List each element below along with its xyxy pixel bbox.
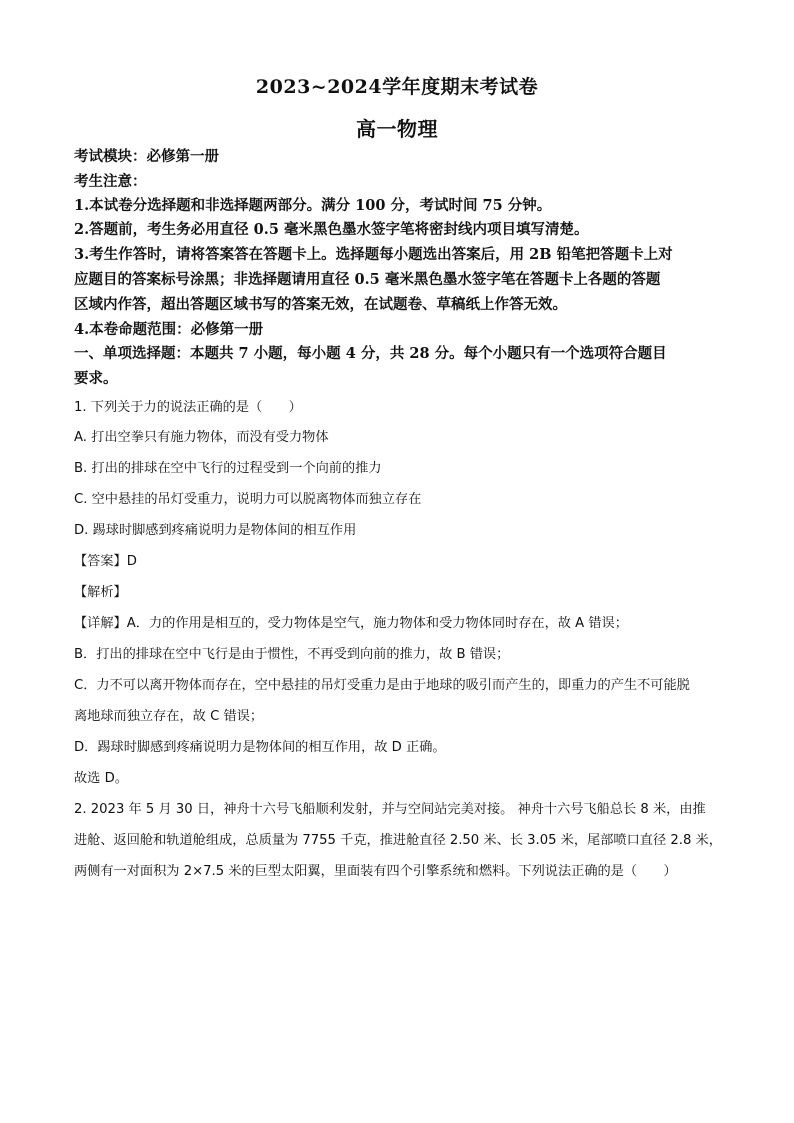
q2-line-3: 两侧有一对面积为 2×7.5 米的巨型太阳翼，里面装有四个引擎系统和燃料。下列说法正确的是（ ） [74,864,677,879]
exam-subject: 高一物理 [356,117,438,141]
q1-answer: 【答案】D [74,554,137,569]
exam-title: 2023~2024学年度期末考试卷 [255,76,539,98]
q1-explanation-a: 【详解】A．力的作用是相互的，受力物体是空气，施力物体和受力物体同时存在，故 A 错误； [74,616,628,631]
section-heading-cont: 要求。 [74,370,118,387]
notice-item-1: 1.本试卷分选择题和非选择题两部分。满分 100 分，考试时间 75 分钟。 [74,197,552,214]
exam-module: 考试模块：必修第一册 [74,148,219,165]
q2-line-2: 进舱、返回舱和轨道舱组成，总质量为 7755 千克，推进舱直径 2.50 米、长 3.05 米，尾部喷口直径 2.8 米， [74,833,722,848]
q1-option-a: A. 打出空拳只有施力物体，而没有受力物体 [74,430,329,445]
q1-analysis-tag: 【解析】 [74,585,127,600]
q1-explanation-c: C．力不可以离开物体而存在，空中悬挂的吊灯受重力是由于地球的吸引而产生的，即重力的产生不可能脱 [74,678,690,693]
q1-option-c: C. 空中悬挂的吊灯受重力，说明力可以脱离物体而独立存在 [74,492,422,507]
notice-item-2: 2.答题前，考生务必用直径 0.5 毫米黑色墨水签字笔将密封线内项目填写清楚。 [74,221,589,238]
notice-heading: 考生注意： [74,173,147,190]
q1-option-b: B. 打出的排球在空中飞行的过程受到一个向前的推力 [74,461,382,476]
q1-explanation-d: D．踢球时脚感到疼痛说明力是物体间的相互作用，故 D 正确。 [74,740,446,755]
q2-line-1: 2. 2023 年 5 月 30 日，神舟十六号飞船顺利发射，并与空间站完美对接。 神舟十六号飞船总长 8 米，由推 [74,802,706,817]
notice-item-3: 3.考生作答时，请将答案答在答题卡上。选择题每小题选出答案后，用 2B 铅笔把答题卡上对 [74,246,673,263]
section-heading: 一、单项选择题：本题共 7 小题，每小题 4 分，共 28 分。每个小题只有一个选项符合题目 [74,345,667,362]
q1-stem: 1. 下列关于力的说法正确的是（ ） [74,400,302,415]
notice-item-3-cont2: 区域内作答，超出答题区域书写的答案无效，在试题卷、草稿纸上作答无效。 [74,296,567,313]
q1-explanation-c-cont: 离地球而独立存在，故 C 错误； [74,709,264,724]
q1-option-d: D. 踢球时脚感到疼痛说明力是物体间的相互作用 [74,523,357,538]
q1-conclusion: 故选 D。 [74,771,128,786]
notice-item-3-cont: 应题目的答案标号涂黑；非选择题请用直径 0.5 毫米黑色墨水签字笔在答题卡上各题的答题 [74,271,661,288]
notice-item-4: 4.本卷命题范围：必修第一册 [74,321,264,338]
q1-explanation-b: B．打出的排球在空中飞行是由于惯性，不再受到向前的推力，故 B 错误； [74,647,510,662]
